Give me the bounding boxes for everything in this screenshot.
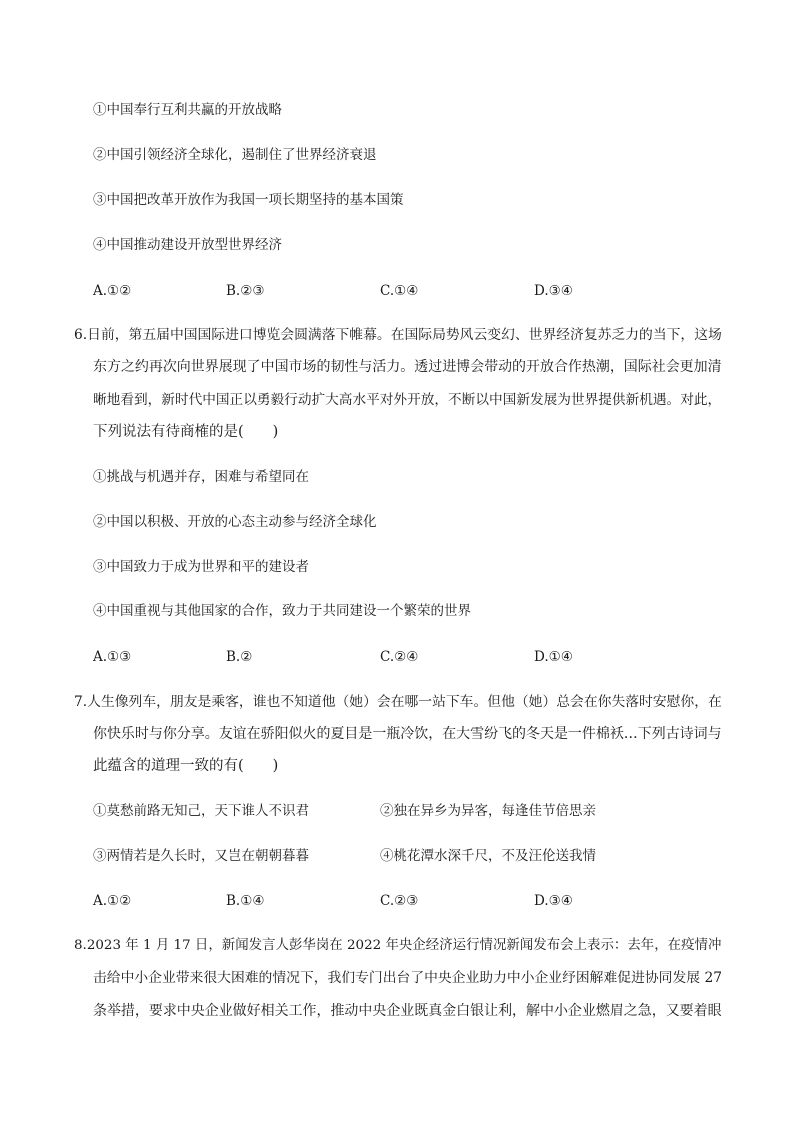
q7-stem-line-3: 此蕴含的道理一致的有( ) — [93, 758, 279, 774]
q8-stem-line-1: 8.2023 年 1 月 17 日，新闻发言人彭华岗在 2022 年央企经济运行情况新闻发布会上表示：去年，在疫情冲 — [74, 938, 722, 953]
q6-option-b: B.② — [226, 649, 253, 665]
q7-item-1: ①莫愁前路无知己，天下谁人不识君 — [93, 803, 309, 819]
q6-item-4: ④中国重视与其他国家的合作，致力于共同建设一个繁荣的世界 — [93, 603, 471, 619]
q7-option-d: D.③④ — [534, 893, 573, 909]
q7-option-b: B.①④ — [226, 893, 265, 909]
q5-item-2: ②中国引领经济全球化，遏制住了世界经济衰退 — [93, 147, 377, 163]
q5-option-a: A.①② — [93, 283, 132, 299]
q6-option-d: D.①④ — [534, 649, 573, 665]
q6-stem-line-1: 6.日前，第五届中国国际进口博览会圆满落下帷幕。在国际局势风云变幻、世界经济复苏乏力的当下，这场 — [74, 327, 722, 343]
q5-option-d: D.③④ — [534, 283, 573, 299]
q7-option-a: A.①② — [93, 893, 132, 909]
q7-stem-line-2: 你快乐时与你分享。友谊在骄阳似火的夏目是一瓶冷饮，在大雪纷飞的冬天是一件棉袄…下列古诗词与 — [93, 726, 722, 742]
q6-item-2: ②中国以积极、开放的心态主动参与经济全球化 — [93, 514, 377, 530]
q6-option-c: C.②④ — [380, 649, 419, 665]
q8-stem-line-3: 条举措，要求中央企业做好相关工作，推动中央企业既真金白银让利，解中小企业燃眉之急，又要着眼 — [93, 1003, 722, 1019]
q7-item-4: ④桃花潭水深千尺，不及汪伦送我情 — [380, 848, 596, 864]
q6-item-1: ①挑战与机遇并存，困难与希望同在 — [93, 469, 309, 485]
q7-stem-line-1: 7.人生像列车，朋友是乘客，谁也不知道他（她）会在哪一站下车。但他（她）总会在你失落时安慰你，在 — [74, 694, 722, 710]
q8-stem-line-2: 击给中小企业带来很大困难的情况下，我们专门出台了中央企业助力中小企业纾困解难促进协同发展 27 — [93, 970, 723, 986]
q5-item-1: ①中国奉行互利共赢的开放战略 — [93, 102, 282, 118]
q6-option-a: A.①③ — [93, 649, 132, 665]
q6-stem-line-4: 下列说法有待商榷的是( ) — [93, 424, 279, 440]
q6-item-3: ③中国致力于成为世界和平的建设者 — [93, 559, 309, 575]
q5-option-c: C.①④ — [380, 283, 419, 299]
q5-item-3: ③中国把改革开放作为我国一项长期坚持的基本国策 — [93, 192, 404, 208]
q7-item-2: ②独在异乡为异客，每逢佳节倍思亲 — [380, 803, 596, 819]
q7-option-c: C.②③ — [380, 893, 419, 909]
q5-item-4: ④中国推动建设开放型世界经济 — [93, 237, 282, 253]
q7-item-3: ③两情若是久长时，又岂在朝朝暮暮 — [93, 848, 309, 864]
q6-stem-line-2: 东方之约再次向世界展现了中国市场的韧性与活力。透过进博会带动的开放合作热潮，国际社会更加清 — [93, 359, 722, 375]
q6-stem-line-3: 晰地看到，新时代中国正以勇毅行动扩大高水平对外开放，不断以中国新发展为世界提供新机遇。对此， — [93, 392, 722, 408]
q5-option-b: B.②③ — [226, 283, 265, 299]
